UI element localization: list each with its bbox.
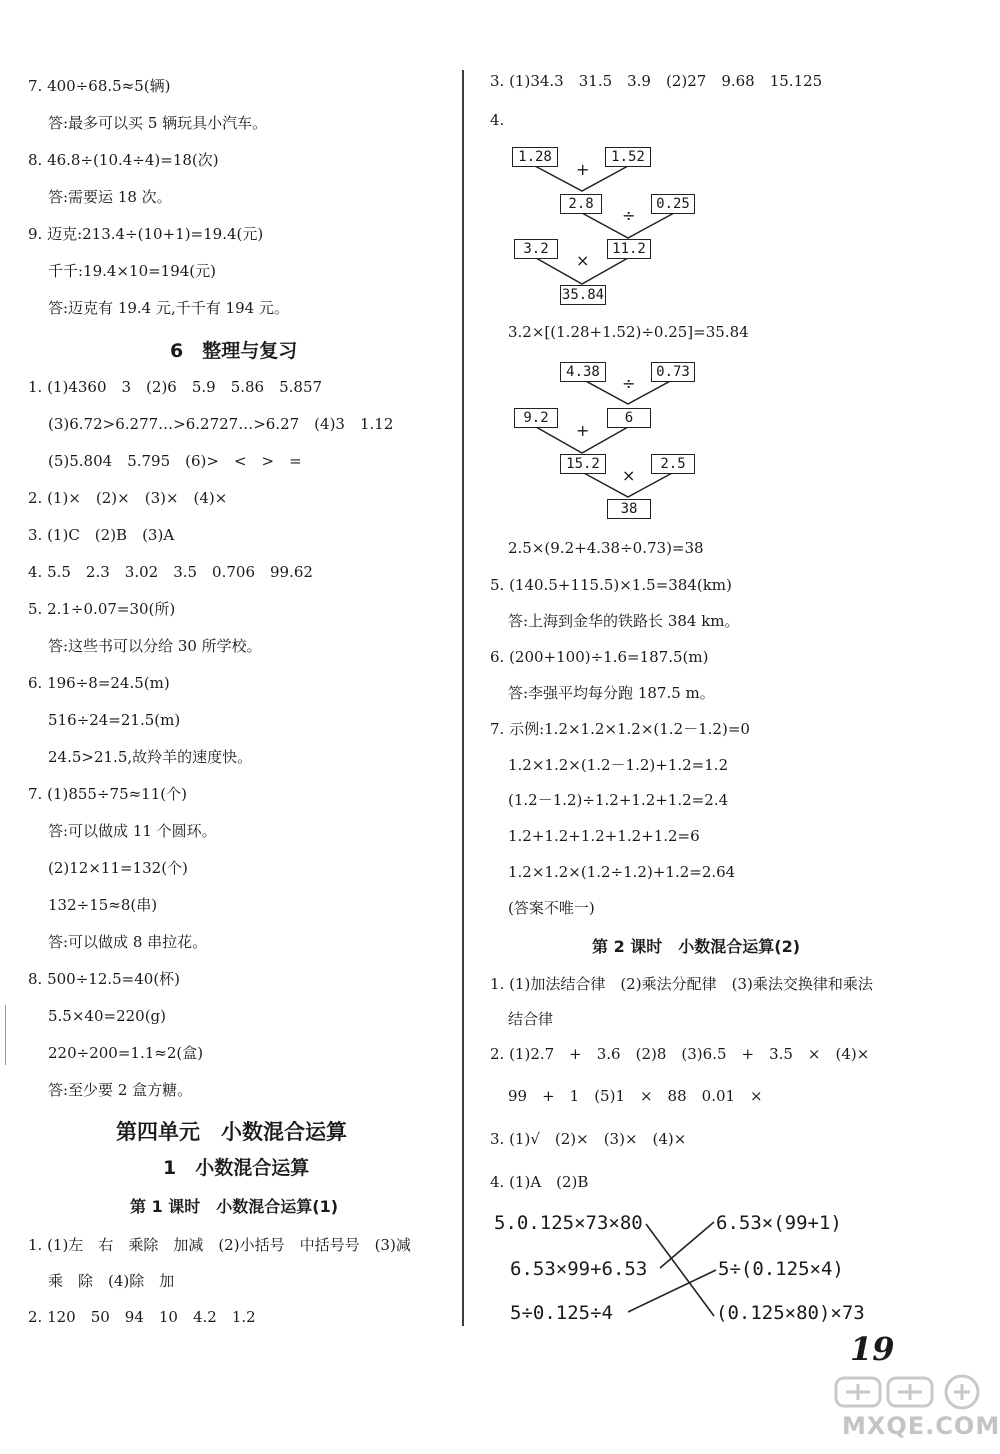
lesson-heading: 第 1 课时 小数混合运算(1) <box>130 1197 339 1216</box>
match-left-expression: 5.0.125×73×80 <box>494 1212 643 1234</box>
answer-line: 220÷200=1.1≈2(盒) <box>48 1044 204 1062</box>
answer-line: 8. 46.8÷(10.4÷4)=18(次) <box>28 151 219 169</box>
tree-box: 35.84 <box>561 287 605 303</box>
tree-box: 38 <box>607 499 651 519</box>
answer-line: 3.2×[(1.28+1.52)÷0.25]=35.84 <box>508 323 749 341</box>
answer-line: 1. (1)左 右 乘除 加减 (2)小括号 中括号号 (3)减 <box>28 1236 411 1254</box>
answer-line: 2. (1)2.7 + 3.6 (2)8 (3)6.5 + 3.5 × (4)× <box>490 1045 870 1063</box>
answer-line: 2.5×(9.2+4.38÷0.73)=38 <box>508 539 704 557</box>
watermark-text: MXQE.COM <box>842 1412 1000 1440</box>
answer-line: 3. (1)34.3 31.5 3.9 (2)27 9.68 15.125 <box>490 72 823 90</box>
operator-symbol: + <box>576 160 590 179</box>
answer-line: 答:李强平均每分跑 187.5 m。 <box>508 684 715 702</box>
match-left-expression: 5÷0.125÷4 <box>510 1302 613 1324</box>
tree-box: 2.8 <box>560 194 602 214</box>
section-heading: 1 小数混合运算 <box>163 1157 310 1179</box>
tree-box: 11.2 <box>607 239 651 259</box>
match-right-expression: 6.53×(99+1) <box>716 1212 842 1234</box>
tree-box: 15.2 <box>560 454 606 474</box>
tree-box: 1.52 <box>605 147 651 167</box>
tree-box: 6 <box>607 408 651 428</box>
answer-line: 乘 除 (4)除 加 <box>48 1272 175 1290</box>
answer-line: 答:这些书可以分给 30 所学校。 <box>48 637 262 655</box>
answer-line: 6. (200+100)÷1.6=187.5(m) <box>490 648 709 666</box>
operator-symbol: + <box>576 421 590 440</box>
answer-line: (3)6.72>6.277…>6.2727…>6.27 (4)3 1.12 <box>48 415 394 433</box>
answer-line: 5. (140.5+115.5)×1.5=384(km) <box>490 576 732 594</box>
answer-line: 答:可以做成 11 个圆环。 <box>48 822 217 840</box>
match-left-expression: 6.53×99+6.53 <box>510 1258 648 1280</box>
unit-heading: 第四单元 小数混合运算 <box>116 1120 347 1144</box>
tree-box: 0.25 <box>651 194 695 214</box>
answer-line: 2. 120 50 94 10 4.2 1.2 <box>28 1308 256 1326</box>
tree-box: 3.2 <box>514 239 558 259</box>
answer-line: 1. (1)加法结合律 (2)乘法分配律 (3)乘法交换律和乘法 <box>490 975 873 993</box>
answer-line: 4. (1)A (2)B <box>490 1173 589 1191</box>
answer-line: 5.5×40=220(g) <box>48 1007 167 1025</box>
answer-line: (5)5.804 5.795 (6)> < > = <box>48 452 302 470</box>
watermark-logo-icon <box>832 1372 990 1410</box>
answer-line: 答:需要运 18 次。 <box>48 188 172 206</box>
answer-line: 1. (1)4360 3 (2)6 5.9 5.86 5.857 <box>28 378 323 396</box>
answer-line: (1.2－1.2)÷1.2+1.2+1.2=2.4 <box>508 791 729 809</box>
answer-line: (答案不唯一) <box>508 899 595 917</box>
tree-box: 4.38 <box>560 362 606 382</box>
operator-symbol: × <box>622 466 636 485</box>
answer-line: 1.2+1.2+1.2+1.2+1.2=6 <box>508 827 700 845</box>
answer-line: 2. (1)× (2)× (3)× (4)× <box>28 489 228 507</box>
operator-symbol: ÷ <box>622 206 636 225</box>
answer-line: 7. 400÷68.5≈5(辆) <box>28 77 171 95</box>
answer-line: 7. (1)855÷75≈11(个) <box>28 785 187 803</box>
answer-line: 答:上海到金华的铁路长 384 km。 <box>508 612 740 630</box>
tree-box: 0.73 <box>651 362 695 382</box>
answer-line: 8. 500÷12.5=40(杯) <box>28 970 181 988</box>
answer-line: 答:最多可以买 5 辆玩具小汽车。 <box>48 114 268 132</box>
answer-line: 3. (1)√ (2)× (3)× (4)× <box>490 1130 687 1148</box>
answer-line: 132÷15≈8(串) <box>48 896 158 914</box>
answer-line: 千千:19.4×10=194(元) <box>48 262 217 280</box>
answer-line: 7. 示例:1.2×1.2×1.2×(1.2－1.2)=0 <box>490 720 750 738</box>
answer-line: 1.2×1.2×(1.2－1.2)+1.2=1.2 <box>508 756 729 774</box>
tree-box: 9.2 <box>514 408 558 428</box>
answer-line: 答:至少要 2 盒方糖。 <box>48 1081 193 1099</box>
answer-line: 4. 5.5 2.3 3.02 3.5 0.706 99.62 <box>28 563 313 581</box>
answer-line: 9. 迈克:213.4÷(10+1)=19.4(元) <box>28 225 264 243</box>
tree-box: 2.5 <box>651 454 695 474</box>
tree-box: 1.28 <box>512 147 558 167</box>
match-right-expression: (0.125×80)×73 <box>716 1302 865 1324</box>
answer-line: 3. (1)C (2)B (3)A <box>28 526 175 544</box>
answer-line: 516÷24=21.5(m) <box>48 711 181 729</box>
page-number: 19 <box>850 1330 895 1368</box>
lesson-heading: 第 2 课时 小数混合运算(2) <box>592 937 801 956</box>
answer-line: 答:迈克有 19.4 元,千千有 194 元。 <box>48 299 289 317</box>
answer-line: 结合律 <box>508 1010 554 1028</box>
answer-line: 4. <box>490 111 505 129</box>
section-heading: 6 整理与复习 <box>170 340 298 362</box>
match-right-expression: 5÷(0.125×4) <box>718 1258 844 1280</box>
answer-line: 5. 2.1÷0.07=30(所) <box>28 600 176 618</box>
operator-symbol: × <box>576 251 590 270</box>
operator-symbol: ÷ <box>622 374 636 393</box>
answer-line: 24.5>21.5,故羚羊的速度快。 <box>48 748 253 766</box>
answer-line: 6. 196÷8=24.5(m) <box>28 674 170 692</box>
answer-line: 99 + 1 (5)1 × 88 0.01 × <box>508 1087 763 1105</box>
answer-line: (2)12×11=132(个) <box>48 859 188 877</box>
answer-line: 答:可以做成 8 串拉花。 <box>48 933 208 951</box>
answer-line: 1.2×1.2×(1.2÷1.2)+1.2=2.64 <box>508 863 736 881</box>
